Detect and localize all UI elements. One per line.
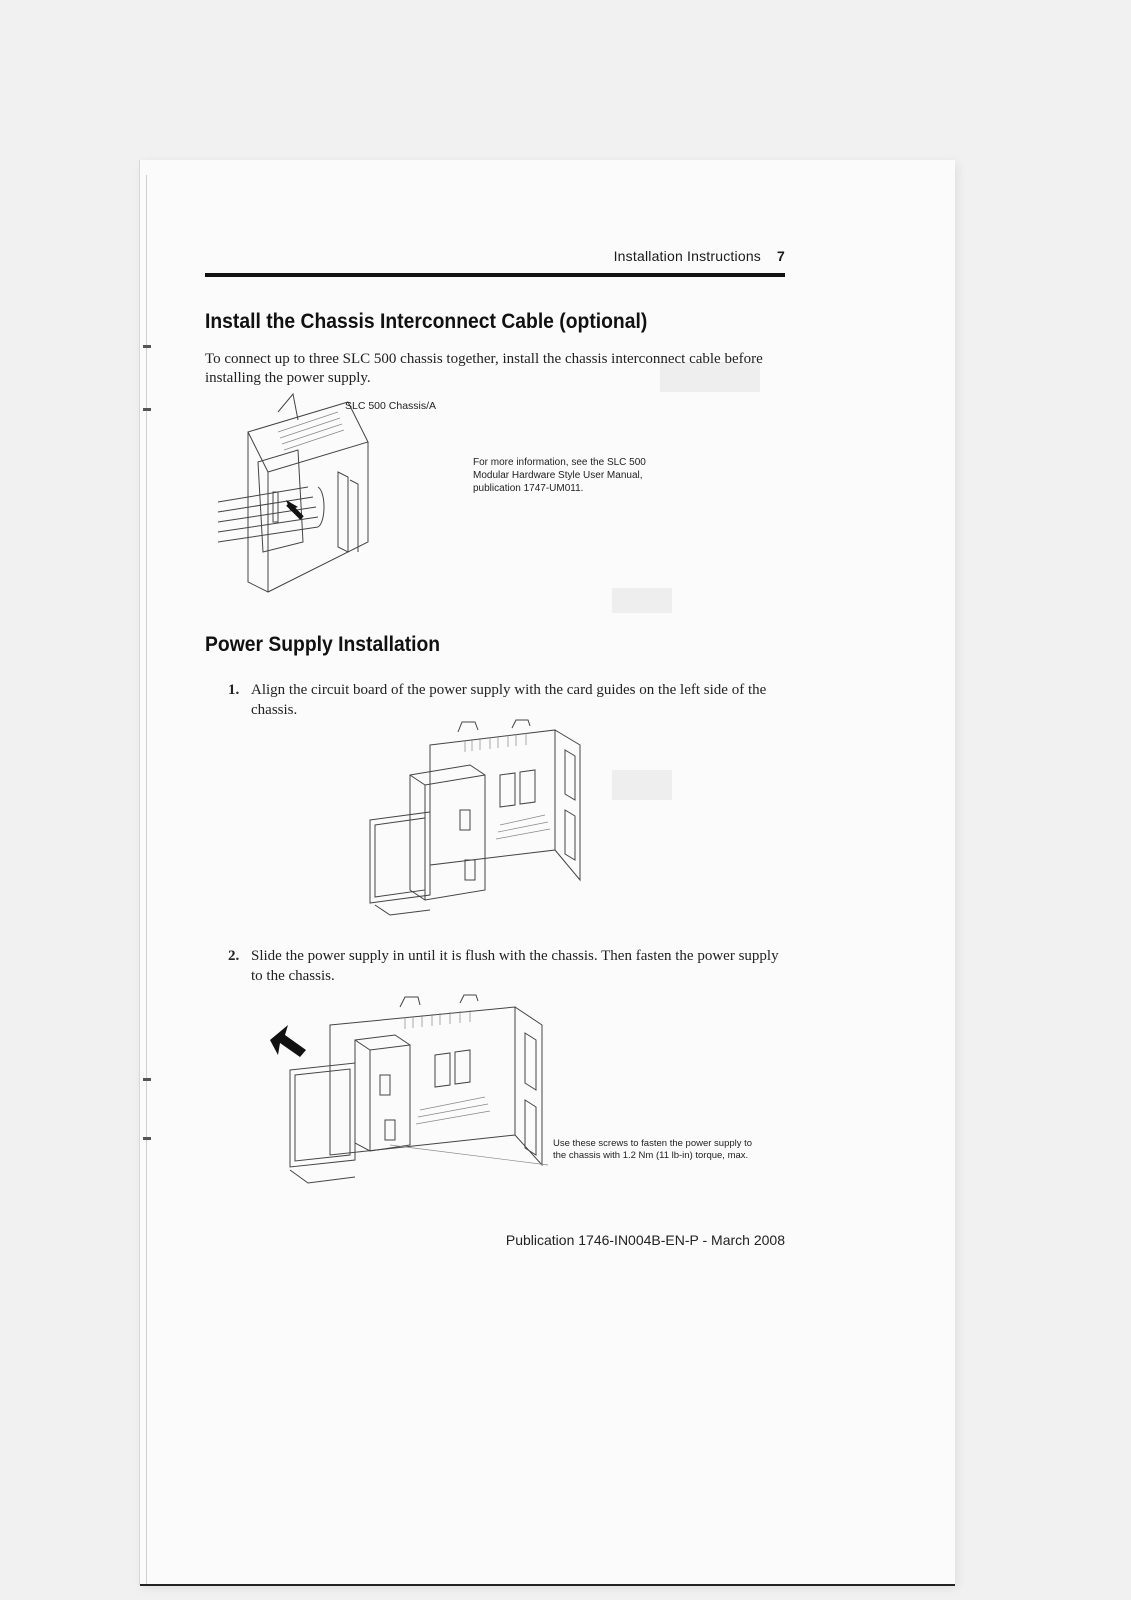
chassis-cable-figure [218, 392, 383, 592]
step-text: Align the circuit board of the power supply with the card guides on the left side of the chassis. [251, 682, 767, 718]
binding-edge [146, 175, 147, 1585]
power-supply-fasten-figure [270, 995, 560, 1195]
staple-mark [143, 1078, 151, 1081]
publication-footer: Publication 1746-IN004B-EN-P - March 2008 [505, 1232, 785, 1248]
step-text: Slide the power supply in until it is flush with the chassis. Then fasten the power supply to the chassis. [251, 948, 779, 984]
running-header [205, 248, 785, 264]
page-bottom-edge [140, 1584, 955, 1586]
show-through [612, 770, 672, 800]
figure-note-manual: For more information, see the SLC 500 Modular Hardware Style User Manual, publication 1747-UM011. [473, 457, 646, 494]
page-number: 7 [777, 248, 785, 264]
show-through [612, 588, 672, 613]
figure-label-chassis: SLC 500 Chassis/A [345, 400, 437, 412]
power-supply-align-figure [370, 720, 585, 920]
interconnect-body: To connect up to three SLC 500 chassis together, install the chassis interconnect cable before installing the power supply. [205, 351, 763, 386]
section-heading-interconnect: Install the Chassis Interconnect Cable (optional) [205, 310, 648, 333]
staple-mark [143, 408, 151, 411]
staple-mark [143, 345, 151, 348]
header-title: Installation Instructions [613, 248, 761, 264]
step-number: 2. [228, 948, 240, 964]
staple-mark [143, 1137, 151, 1140]
step-2 [228, 946, 788, 986]
header-rule [205, 273, 785, 277]
section-heading-power-supply: Power Supply Installation [205, 633, 441, 656]
direction-arrow-icon [270, 1025, 306, 1057]
step-1 [228, 680, 788, 720]
step-number: 1. [228, 682, 240, 698]
screw-note: Use these screws to fasten the power supply to the chassis with 1.2 Nm (11 lb-in) torque, max. [553, 1138, 753, 1161]
